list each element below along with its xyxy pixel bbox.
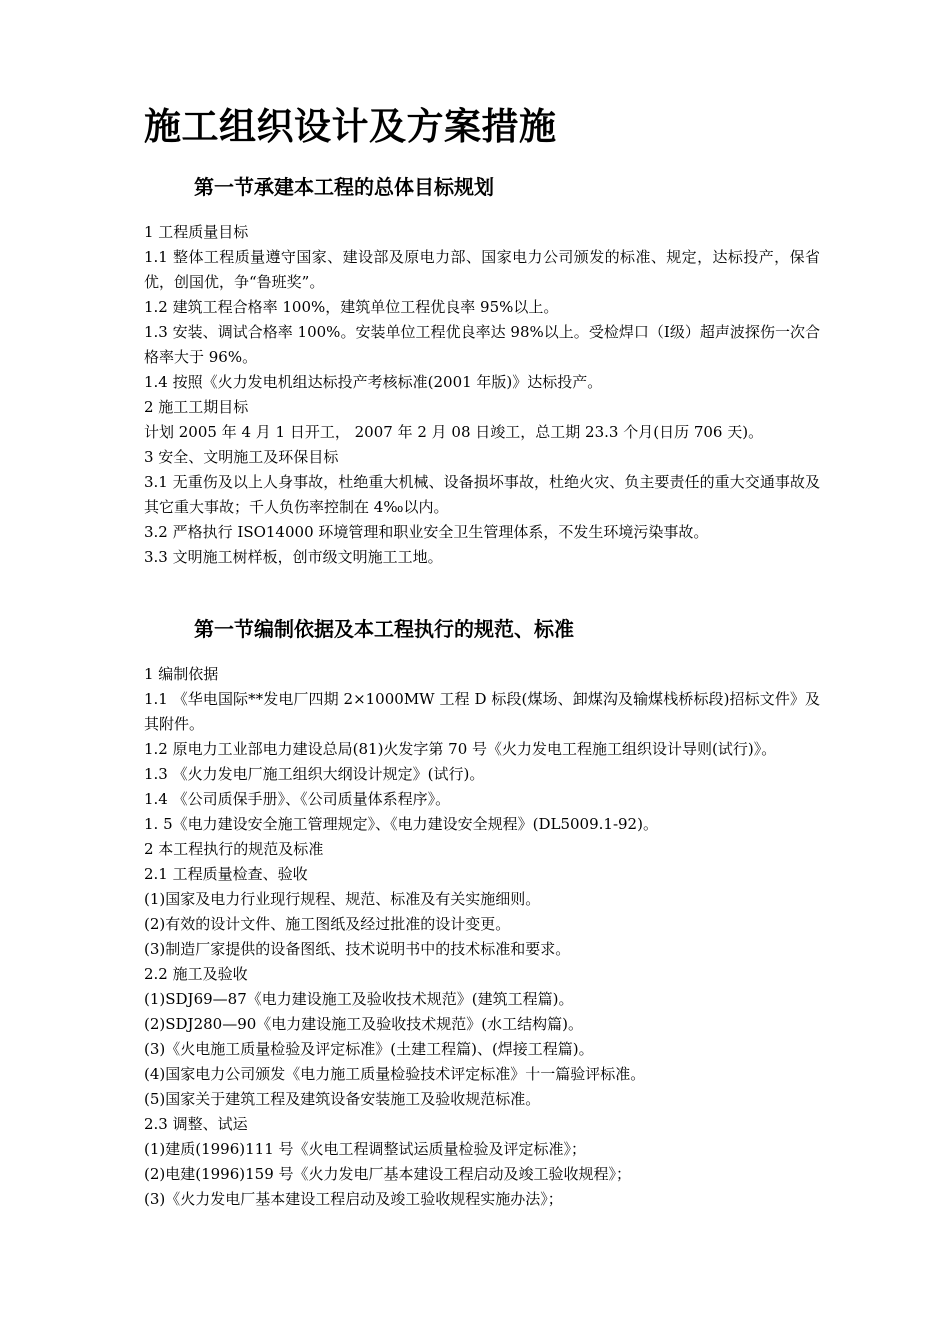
paragraph: 1.4 《公司质保手册》、《公司质量体系程序》。	[144, 790, 451, 808]
paragraph: 1.3 安装、调试合格率 100%。安装单位工程优良率达 98%以上。受检焊口（Ⅰ级）超声波探伤一次合格率大于 96%。	[144, 323, 820, 366]
section-body-basis-and-standards	[144, 662, 820, 1212]
paragraph: 2 施工工期目标	[144, 398, 249, 416]
paragraph: (1)国家及电力行业现行规程、规范、标准及有关实施细则。	[144, 890, 541, 908]
paragraph: 1.3 《火力发电厂施工组织大纲设计规定》(试行)。	[144, 765, 485, 783]
document-title: 施工组织设计及方案措施	[144, 104, 557, 148]
paragraph: 3.2 严格执行 ISO14000 环境管理和职业安全卫生管理体系，不发生环境污染事故。	[144, 523, 709, 541]
paragraph: 1.4 按照《火力发电机组达标投产考核标准(2001 年版)》达标投产。	[144, 373, 603, 391]
paragraph: 2.1 工程质量检查、验收	[144, 865, 308, 883]
paragraph: (1)建质(1996)111 号《火电工程调整试运质量检验及评定标准》；	[144, 1140, 587, 1158]
paragraph: (3)《火电施工质量检验及评定标准》(土建工程篇)、(焊接工程篇)。	[144, 1040, 594, 1058]
paragraph: 1.2 原电力工业部电力建设总局(81)火发字第 70 号《火力发电工程施工组织设计导则(试行)》。	[144, 740, 777, 758]
paragraph: (4)国家电力公司颁发《电力施工质量检验技术评定标准》十一篇验评标准。	[144, 1065, 646, 1083]
paragraph: (2)有效的设计文件、施工图纸及经过批准的设计变更。	[144, 915, 511, 933]
paragraph: 3.3 文明施工树样板，创市级文明施工工地。	[144, 548, 443, 566]
paragraph: (3)制造厂家提供的设备图纸、技术说明书中的技术标准和要求。	[144, 940, 571, 958]
paragraph: 1.1 《华电国际**发电厂四期 2×1000MW 工程 D 标段(煤场、卸煤沟及输煤栈桥标段)招标文件》及其附件。	[144, 690, 820, 733]
paragraph: 1.2 建筑工程合格率 100%，建筑单位工程优良率 95%以上。	[144, 298, 559, 316]
paragraph: 3 安全、文明施工及环保目标	[144, 448, 339, 466]
paragraph: 1. 5《电力建设安全施工管理规定》、《电力建设安全规程》(DL5009.1-92)。	[144, 815, 658, 833]
paragraph: (5)国家关于建筑工程及建筑设备安装施工及验收规范标准。	[144, 1090, 541, 1108]
section-heading-basis-and-standards: 第一节编制依据及本工程执行的规范、标准	[194, 617, 574, 641]
paragraph: 计划 2005 年 4 月 1 日开工， 2007 年 2 月 08 日竣工，总工期 23.3 个月(日历 706 天)。	[144, 423, 764, 441]
paragraph: (2)电建(1996)159 号《火力发电厂基本建设工程启动及竣工验收规程》；	[144, 1165, 632, 1183]
paragraph: 3.1 无重伤及以上人身事故，杜绝重大机械、设备损坏事故，杜绝火灾、负主要责任的重大交通事故及其它重大事故；千人负伤率控制在 4‰以内。	[144, 473, 820, 516]
paragraph: 2.3 调整、试运	[144, 1115, 248, 1133]
paragraph: (2)SDJ280—90《电力建设施工及验收技术规范》(水工结构篇)。	[144, 1015, 583, 1033]
paragraph: 1 编制依据	[144, 665, 219, 683]
paragraph: (1)SDJ69—87《电力建设施工及验收技术规范》(建筑工程篇)。	[144, 990, 574, 1008]
section-body-overall-goals	[144, 220, 820, 570]
paragraph: (3)《火力发电厂基本建设工程启动及竣工验收规程实施办法》；	[144, 1190, 563, 1208]
paragraph: 1.1 整体工程质量遵守国家、建设部及原电力部、国家电力公司颁发的标准、规定，达标投产，保省优，创国优，争“鲁班奖”。	[144, 248, 820, 291]
paragraph: 2 本工程执行的规范及标准	[144, 840, 324, 858]
paragraph: 2.2 施工及验收	[144, 965, 248, 983]
section-heading-overall-goals: 第一节承建本工程的总体目标规划	[194, 175, 494, 199]
paragraph: 1 工程质量目标	[144, 223, 249, 241]
